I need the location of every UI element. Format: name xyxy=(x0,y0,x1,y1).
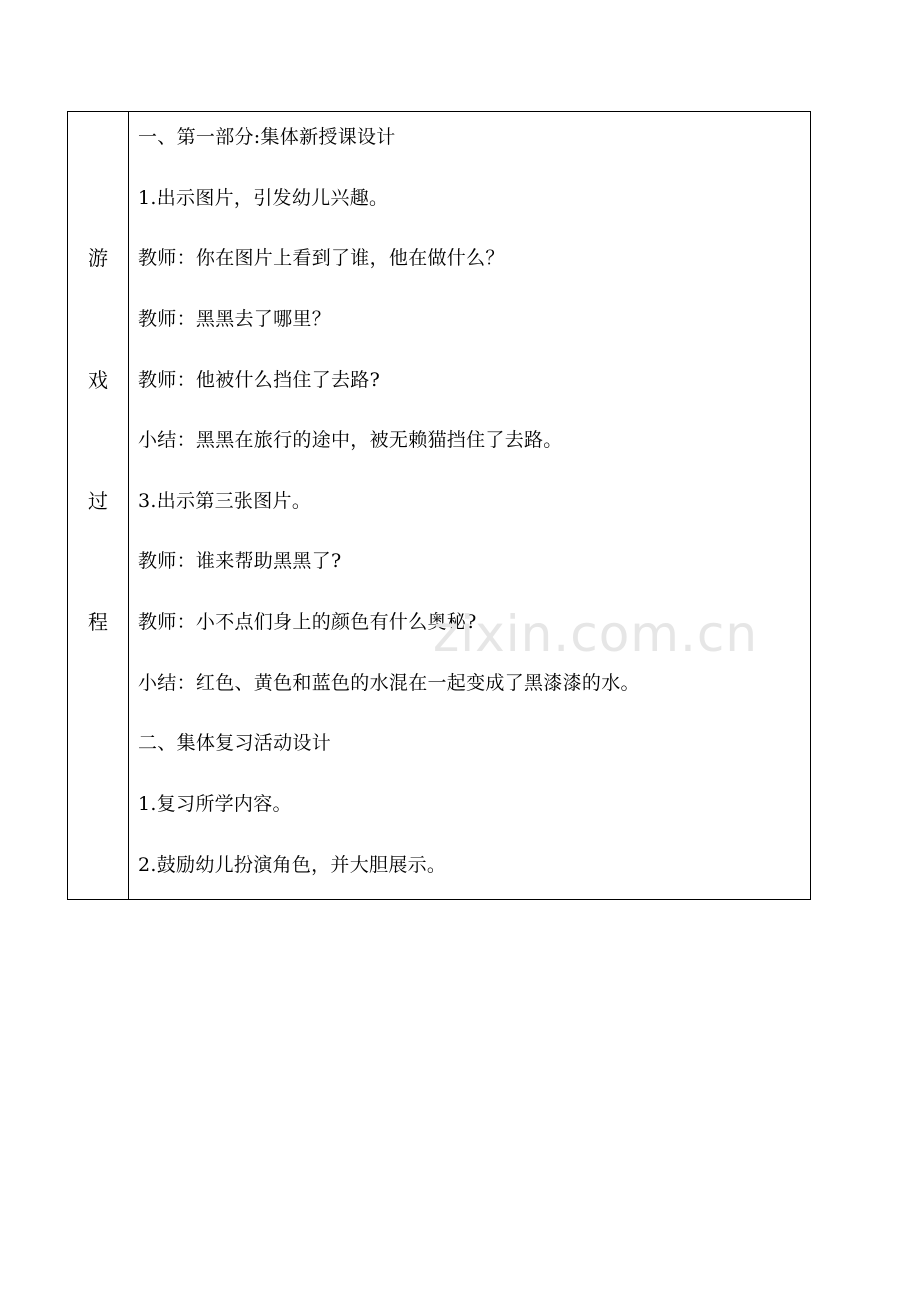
content-line: 1.复习所学内容。 xyxy=(138,793,292,815)
section-label-column xyxy=(68,112,129,899)
content-line: 小结：黑黑在旅行的途中，被无赖猫挡住了去路。 xyxy=(138,429,563,451)
section-label-char: 戏 xyxy=(88,368,108,392)
watermark: zixin.com.cn xyxy=(433,605,759,663)
content-line: 教师：小不点们身上的颜色有什么奥秘? xyxy=(138,611,477,633)
heading-part-two: 二、集体复习活动设计 xyxy=(138,732,332,754)
lesson-table xyxy=(67,111,811,900)
content-line: 1.出示图片，引发幼儿兴趣。 xyxy=(138,187,389,209)
content-line: 小结：红色、黄色和蓝色的水混在一起变成了黑漆漆的水。 xyxy=(138,672,640,694)
section-label-char: 程 xyxy=(88,610,108,634)
content-column xyxy=(129,112,810,899)
heading-part-one: 一、第一部分:集体新授课设计 xyxy=(138,126,396,148)
content-line: 教师：你在图片上看到了谁，他在做什么？ xyxy=(138,247,505,269)
content-line: 教师：黑黑去了哪里？ xyxy=(138,308,332,330)
content-line: 2.鼓励幼儿扮演角色，并大胆展示。 xyxy=(138,854,447,876)
section-label-char: 过 xyxy=(88,489,108,513)
content-line: 3.出示第三张图片。 xyxy=(138,490,312,512)
section-label-char: 游 xyxy=(88,246,108,270)
content-line: 教师：谁来帮助黑黑了? xyxy=(138,550,342,572)
content-line: 教师：他被什么挡住了去路? xyxy=(138,369,381,391)
